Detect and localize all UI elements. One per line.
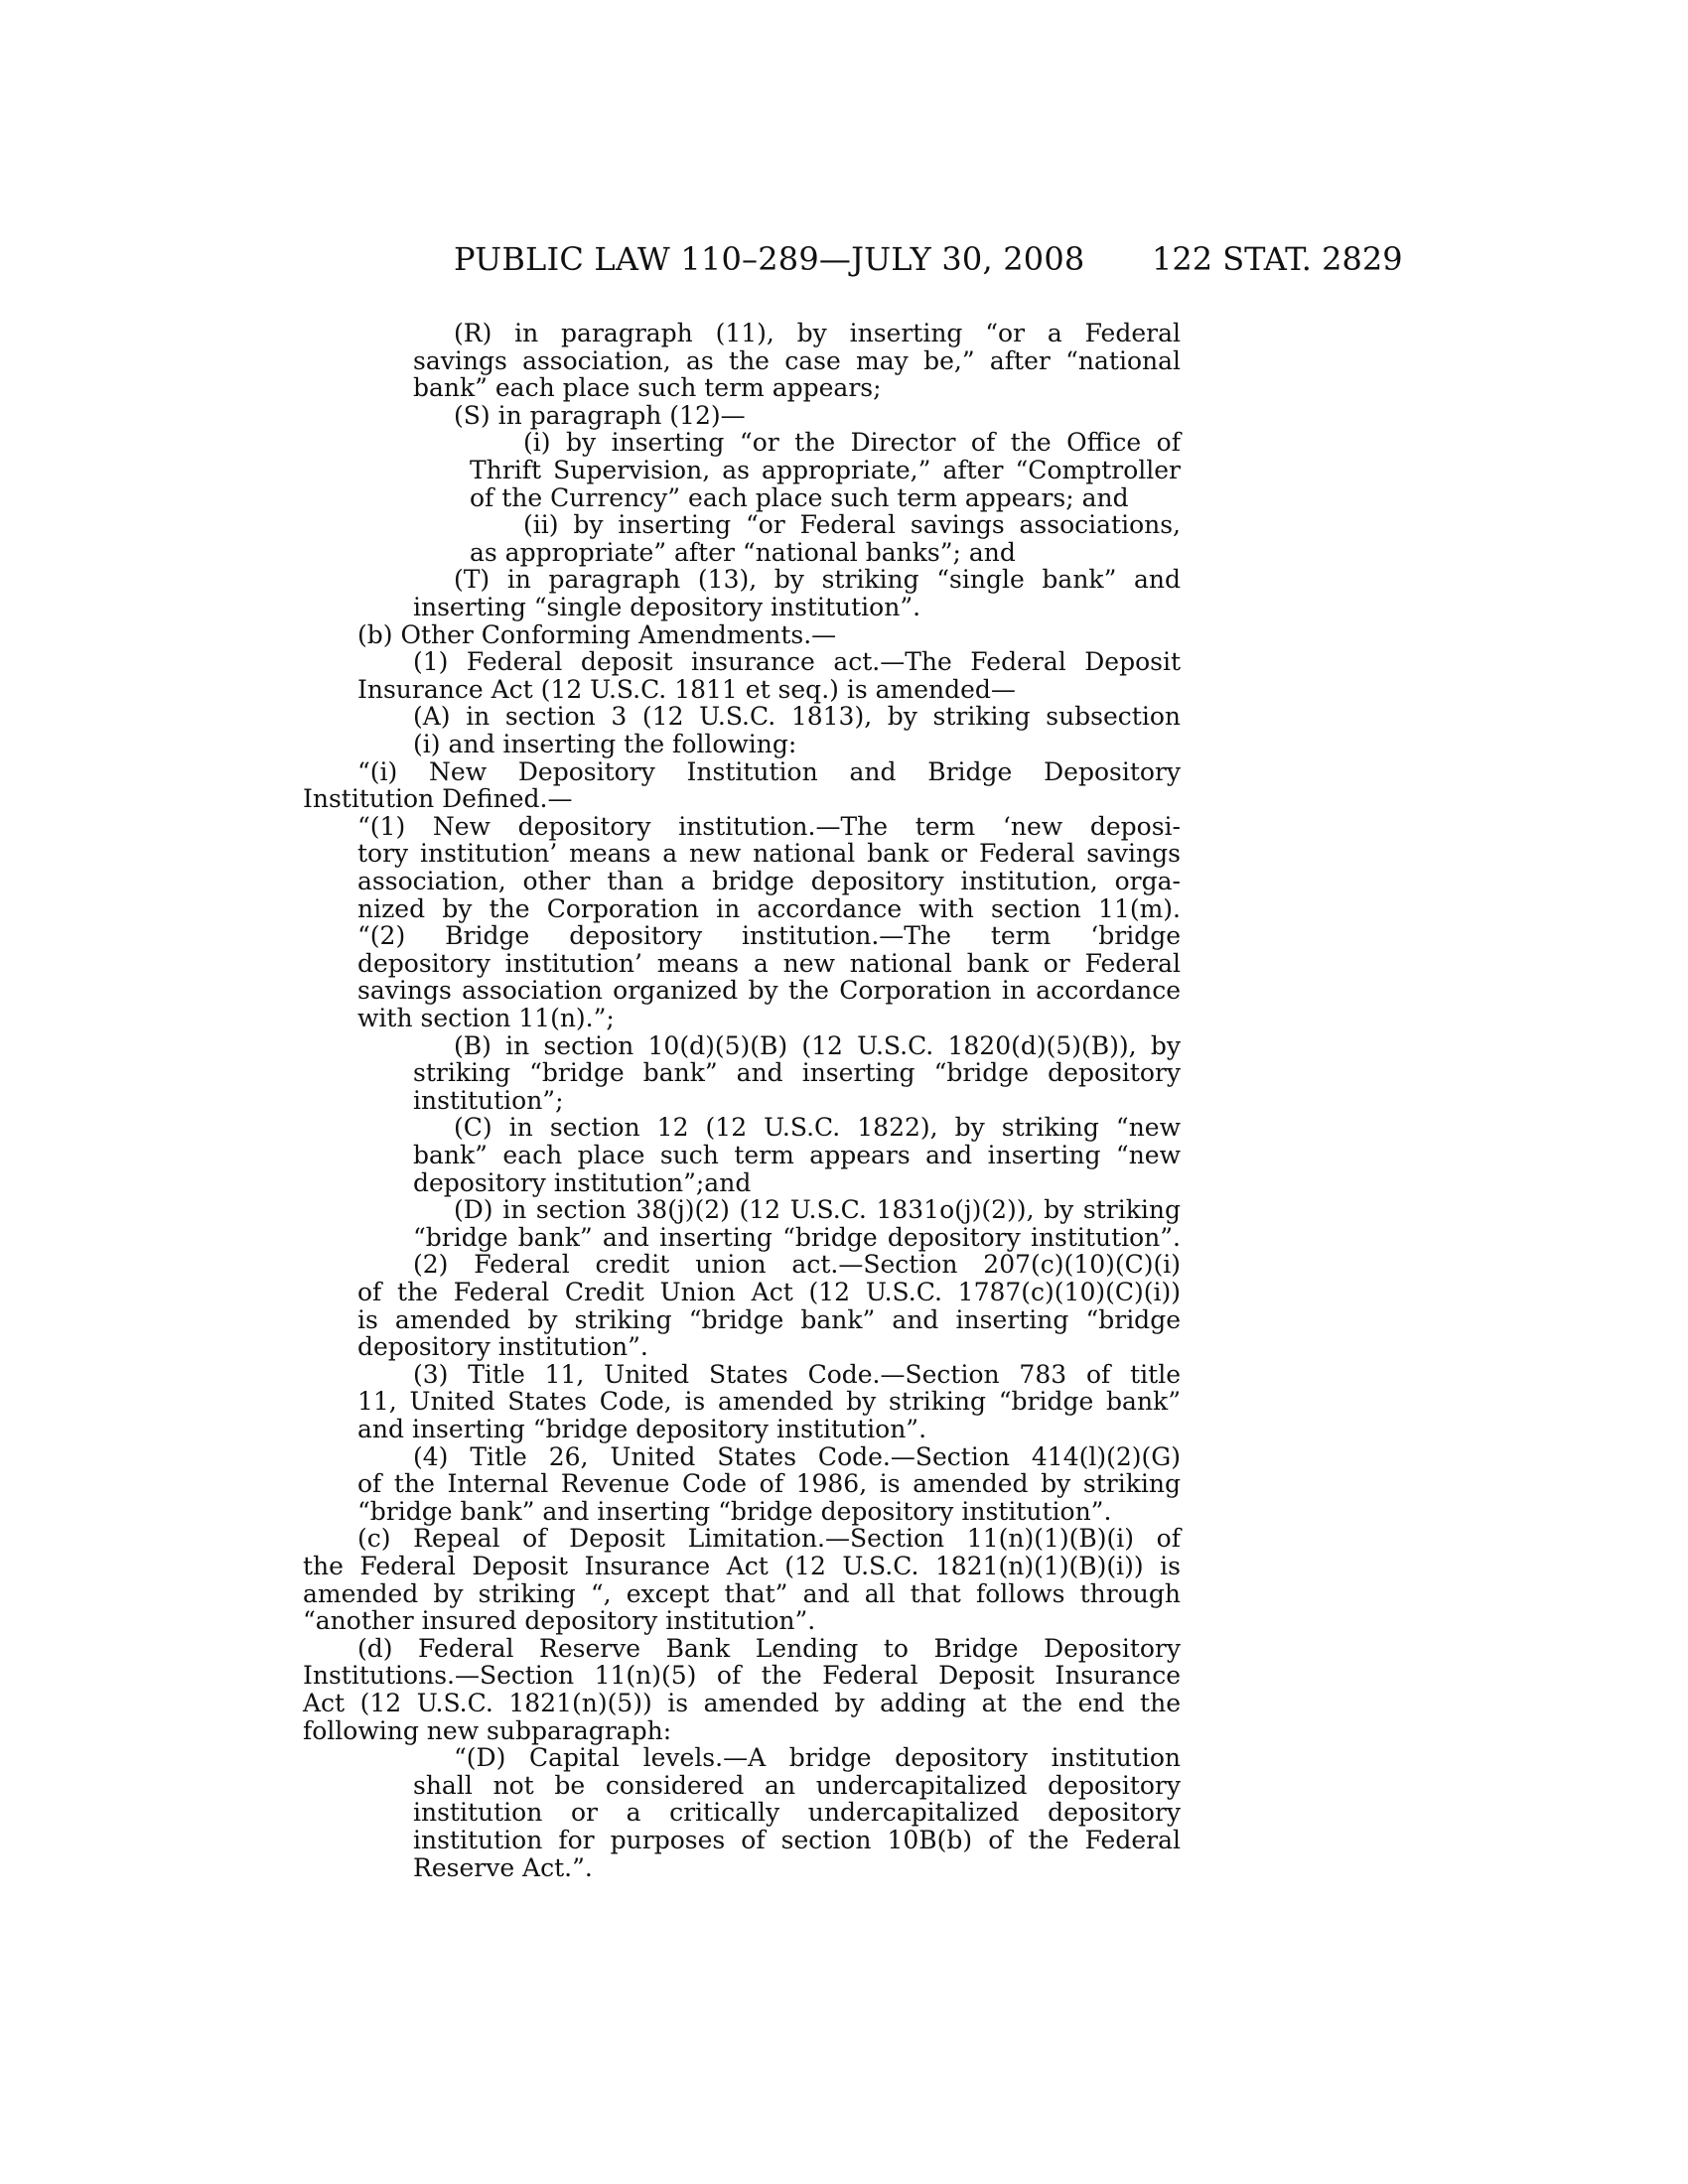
text-line: (i) by inserting “or the Director of the Office of [523,428,1181,458]
text-line: striking “bridge bank” and inserting “bridge depository [413,1058,1181,1088]
text-line: “bridge bank” and inserting “bridge depository institution”. [357,1496,1112,1526]
statute-page-number: 122 STAT. 2829 [1152,240,1403,278]
text-line: (c) Repeal of Deposit Limitation.—Section 11(n)(1)(B)(i) of [357,1524,1181,1554]
text-line: following new subparagraph: [303,1715,672,1745]
text-line: depository institution’ means a new national bank or Federal [357,948,1181,978]
text-line: institution for purposes of section 10B(b) of the Federal [413,1826,1181,1854]
text-line: is amended by striking “bridge bank” and inserting “bridge [357,1304,1181,1334]
text-line: Insurance Act (12 U.S.C. 1811 et seq.) is amended— [357,674,1016,704]
text-line: shall not be considered an undercapitalized depository [413,1770,1181,1800]
text-line: “bridge bank” and inserting “bridge depository institution”. [413,1222,1181,1252]
text-line: of the Currency” each place such term appears; and [470,482,1129,512]
text-line: bank” each place such term appears and inserting “new [413,1141,1181,1169]
text-line: (C) in section 12 (12 U.S.C. 1822), by striking “new [454,1113,1181,1143]
text-line: (4) Title 26, United States Code.—Section 414(l)(2)(G) [413,1441,1181,1471]
text-line: (b) Other Conforming Amendments.— [357,619,837,649]
text-line: of the Federal Credit Union Act (12 U.S.C. 1787(c)(10)(C)(i)) [357,1278,1181,1306]
text-line: “(1) New depository institution.—The term ‘new deposi- [357,811,1181,841]
text-line: “(2) Bridge depository institution.—The term ‘bridge [357,921,1181,951]
text-line: “(D) Capital levels.—A bridge depository institution [454,1743,1181,1773]
text-line: as appropriate” after “national banks”; and [470,537,1016,567]
text-line: (A) in section 3 (12 U.S.C. 1813), by striking subsection [413,702,1181,732]
text-line: institution or a critically undercapitalized depository [413,1798,1181,1828]
text-line: “(i) New Depository Institution and Bridge Depository [357,756,1181,786]
text-line: Institution Defined.— [303,784,573,814]
text-line: and inserting “bridge depository institution”. [357,1415,927,1443]
text-line: “another insured depository institution”. [303,1606,816,1636]
text-line: (3) Title 11, United States Code.—Section 783 of title [413,1359,1181,1389]
text-line: (ii) by inserting “or Federal savings associations, [523,510,1181,540]
text-line: (d) Federal Reserve Bank Lending to Bridge Depository [357,1633,1181,1663]
text-line: association, other than a bridge depository institution, orga- [357,867,1181,895]
text-line: (B) in section 10(d)(5)(B) (12 U.S.C. 1820(d)(5)(B)), by [454,1030,1181,1060]
text-line: institution”; [413,1085,564,1115]
text-line: (T) in paragraph (13), by striking “single bank” and [454,565,1181,595]
text-line: Thrift Supervision, as appropriate,” after “Comptroller [470,456,1181,484]
text-line: savings association, as the case may be,” after “national [413,345,1181,375]
text-line: tory institution’ means a new national bank or Federal savings [357,839,1181,869]
text-line: Institutions.—Section 11(n)(5) of the Federal Deposit Insurance [303,1661,1181,1691]
text-line: depository institution”;and [413,1167,752,1197]
text-line: depository institution”. [357,1332,648,1362]
text-line: (1) Federal deposit insurance act.—The Federal Deposit [413,647,1181,677]
text-line: amended by striking “, except that” and all that follows through [303,1578,1181,1608]
text-line: Reserve Act.”. [413,1852,593,1882]
text-line: (2) Federal credit union act.—Section 207(c)(10)(C)(i) [413,1250,1181,1280]
text-line: of the Internal Revenue Code of 1986, is amended by striking [357,1469,1181,1499]
text-line: savings association organized by the Corporation in accordance [357,976,1181,1006]
text-line: nized by the Corporation in accordance with section 11(m). [357,893,1181,923]
text-line: 11, United States Code, is amended by striking “bridge bank” [357,1387,1181,1417]
text-line: (D) in section 38(j)(2) (12 U.S.C. 1831o(j)(2)), by striking [454,1195,1181,1225]
text-line: bank” each place such term appears; [413,373,882,403]
text-line: Act (12 U.S.C. 1821(n)(5)) is amended by adding at the end the [303,1689,1181,1717]
text-line: with section 11(n).”; [357,1004,615,1032]
text-line: (S) in paragraph (12)— [454,400,746,430]
text-line: (i) and inserting the following: [413,730,797,758]
text-line: (R) in paragraph (11), by inserting “or a Federal [454,319,1181,347]
running-header-title: PUBLIC LAW 110–289—JULY 30, 2008 [454,240,1085,278]
text-line: inserting “single depository institution”. [413,593,921,621]
text-line: the Federal Deposit Insurance Act (12 U.S.C. 1821(n)(1)(B)(i)) is [303,1552,1181,1580]
